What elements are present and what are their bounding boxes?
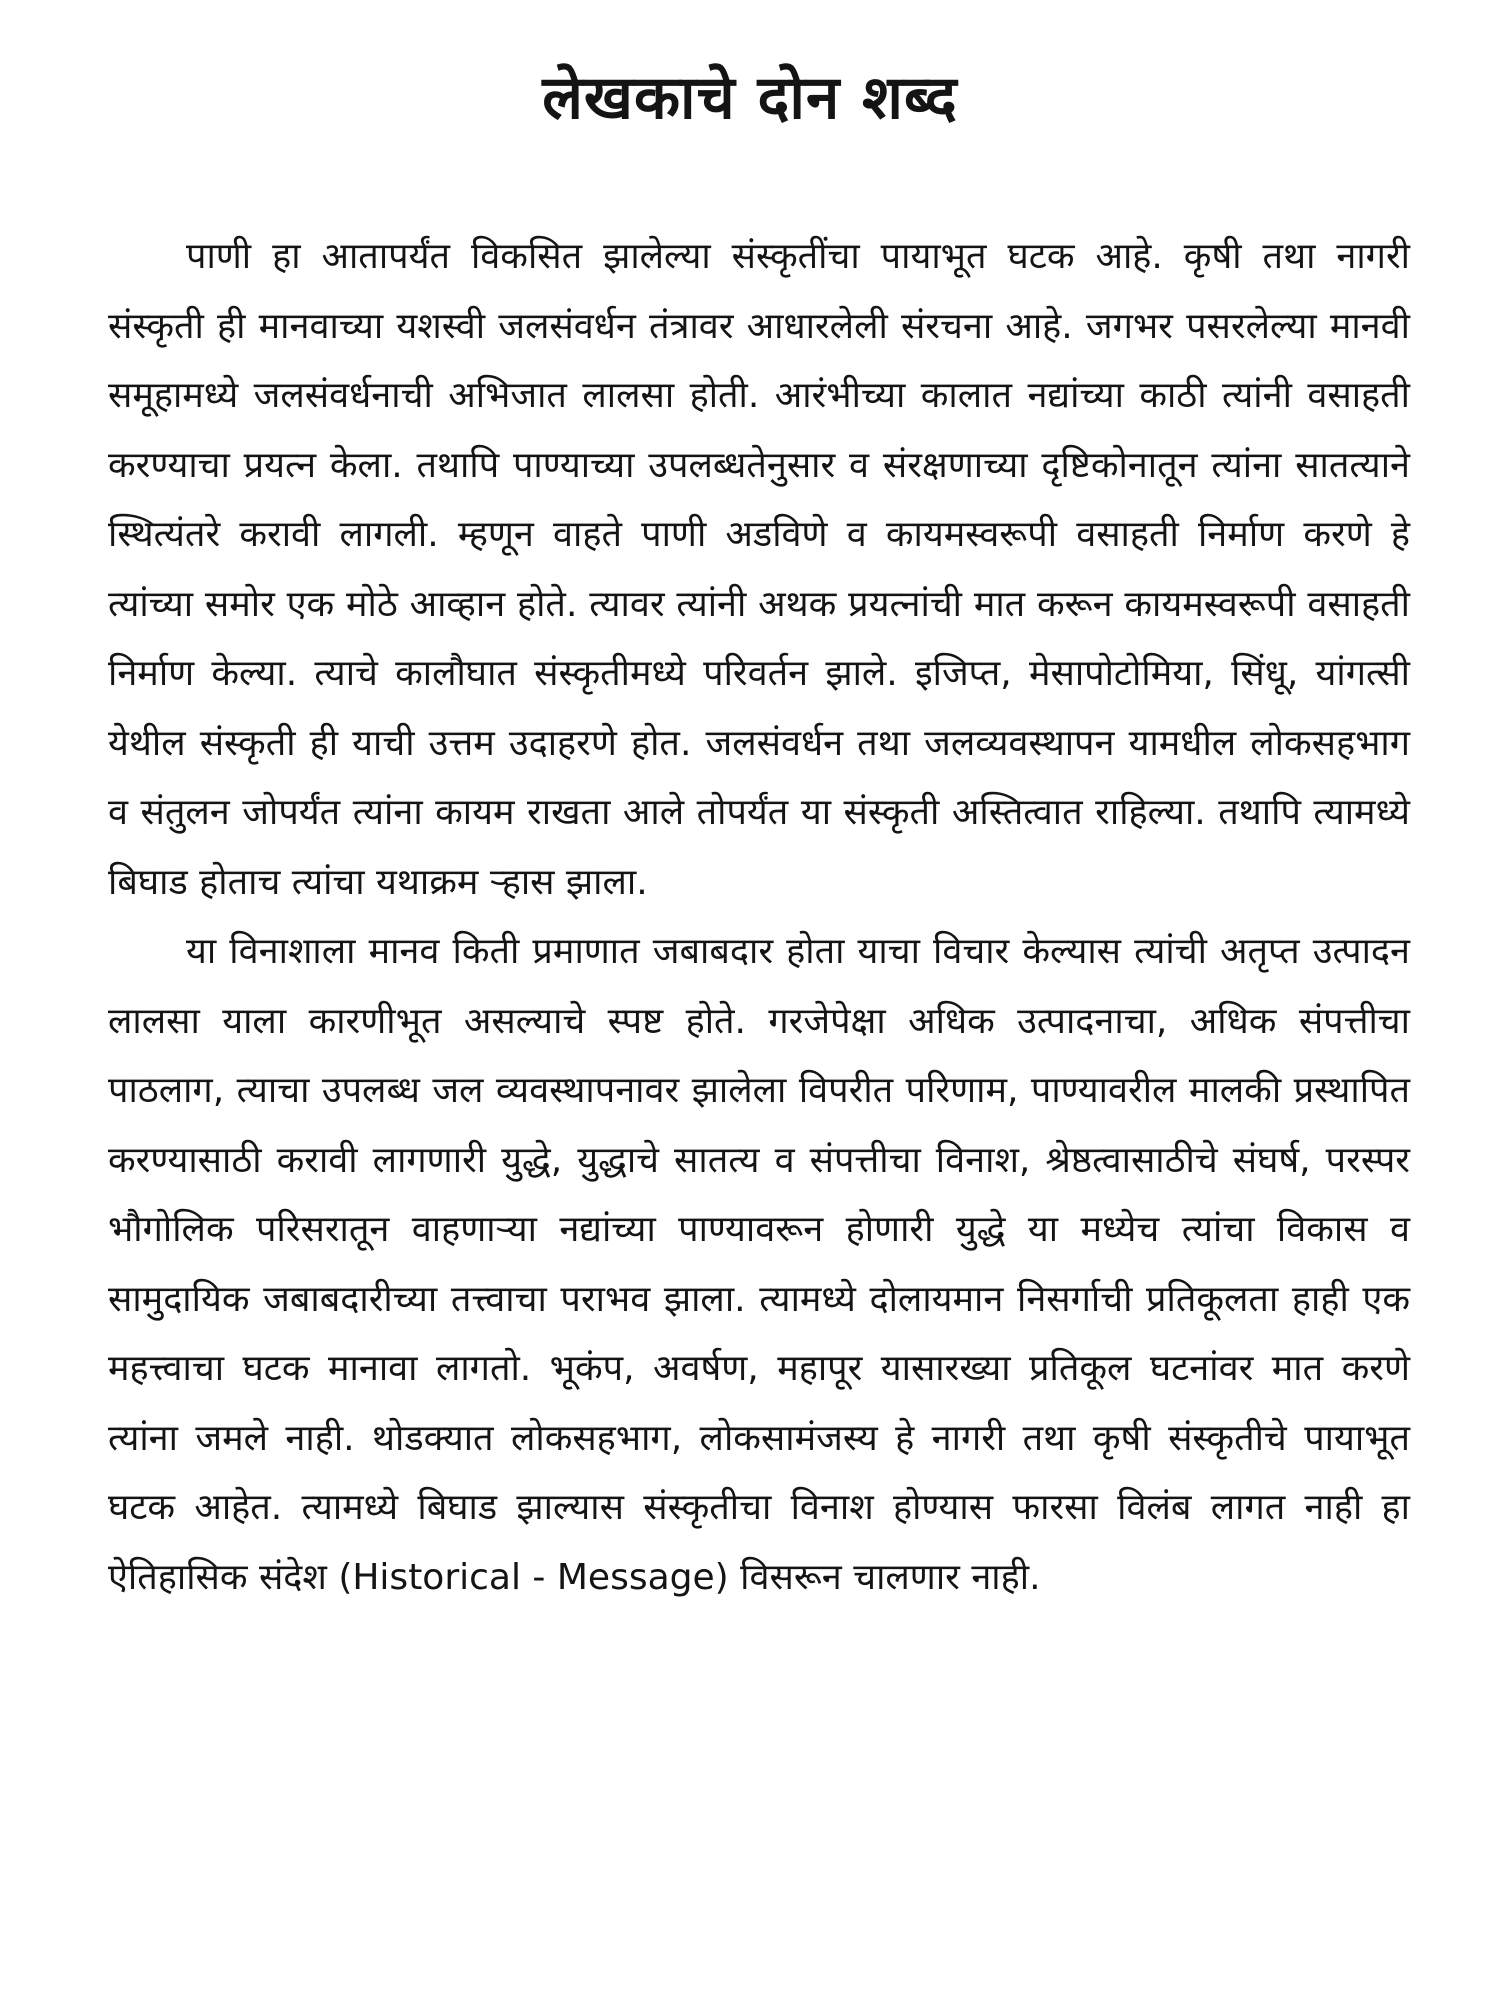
page-title: लेखकाचे दोन शब्द [542, 63, 958, 133]
body-text [108, 222, 1410, 1612]
paragraph-2: या विनाशाला मानव किती प्रमाणात जबाबदार होता याचा विचार केल्यास त्यांची अतृप्त उत्पादन लालसा याला कारणीभूत असल्याचे स्पष्ट होते. गरजेपेक्षा अधिक उत्पादनाचा, अधिक संपत्तीचा पाठलाग, त्याचा उपलब्ध जल व्यवस्थापनावर झालेला विपरीत परिणाम, पाण्यावरील मालकी प्रस्थापित करण्यासाठी करावी लागणारी युद्धे, युद्धाचे सातत्य व संपत्तीचा विनाश, श्रेष्ठत्वासाठीचे संघर्ष, परस्पर भौगोलिक परिसरातून वाहणाऱ्या नद्यांच्या पाण्यावरून होणारी युद्धे या मध्येच त्यांचा विकास व सामुदायिक जबाबदारीच्या तत्त्वाचा पराभव झाला. त्यामध्ये दोलायमान निसर्गाची प्रतिकूलता हाही एक महत्त्वाचा घटक मानावा लागतो. भूकंप, अवर्षण, महापूर यासारख्या प्रतिकूल घटनांवर मात करणे त्यांना जमले नाही. थोडक्यात लोकसहभाग, लोकसामंजस्य हे नागरी तथा कृषी संस्कृतीचे पायाभूत घटक आहेत. त्यामध्ये बिघाड झाल्यास संस्कृतीचा विनाश होण्यास फारसा विलंब लागत नाही हा ऐतिहासिक संदेश (Historical - Message) विसरून चालणार नाही. [108, 931, 1410, 1598]
paragraph-1: पाणी हा आतापर्यंत विकसित झालेल्या संस्कृतींचा पायाभूत घटक आहे. कृषी तथा नागरी संस्कृती ही मानवाच्या यशस्वी जलसंवर्धन तंत्रावर आधारलेली संरचना आहे. जगभर पसरलेल्या मानवी समूहामध्ये जलसंवर्धनाची अभिजात लालसा होती. आरंभीच्या कालात नद्यांच्या काठी त्यांनी वसाहती करण्याचा प्रयत्न केला. तथापि पाण्याच्या उपलब्धतेनुसार व संरक्षणाच्या दृष्टिकोनातून त्यांना सातत्याने स्थित्यंतरे करावी लागली. म्हणून वाहते पाणी अडविणे व कायमस्वरूपी वसाहती निर्माण करणे हे त्यांच्या समोर एक मोठे आव्हान होते. त्यावर त्यांनी अथक प्रयत्नांची मात करून कायमस्वरूपी वसाहती निर्माण केल्या. त्याचे कालौघात संस्कृतीमध्ये परिवर्तन झाले. इजिप्त, मेसापोटोमिया, सिंधू, यांगत्सी येथील संस्कृती ही याची उत्तम उदाहरणे होत. जलसंवर्धन तथा जलव्यवस्थापन यामधील लोकसहभाग व संतुलन जोपर्यंत त्यांना कायम राखता आले तोपर्यंत या संस्कृती अस्तित्वात राहिल्या. तथापि त्यामध्ये बिघाड होताच त्यांचा यथाक्रम ऱ्हास झाला. [108, 236, 1410, 903]
